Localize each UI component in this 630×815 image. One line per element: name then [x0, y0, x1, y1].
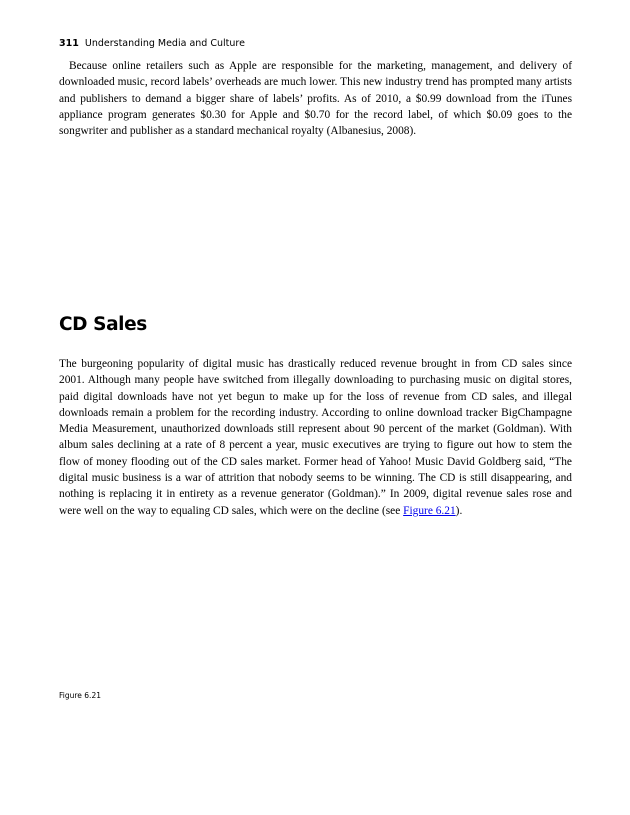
paragraph-cd-sales — [59, 356, 572, 519]
figure-6-21-link[interactable]: Figure 6.21 — [403, 504, 456, 517]
figure-caption: Figure 6.21 — [59, 691, 101, 700]
paragraph-text-after-link: ). — [455, 504, 463, 517]
page-number: 311 — [59, 38, 79, 49]
section-heading-cd-sales: CD Sales — [59, 314, 147, 335]
book-title: Understanding Media and Culture — [84, 38, 245, 49]
running-header — [59, 38, 245, 49]
paragraph-online-retailers: Because online retailers such as Apple are responsible for the marketing, management, and delivery of downloaded music, record labels’ overheads are much lower. This new industry trend has prompted many artists and publishers to demand a bigger share of labels’ profits. As of 2010, a $0.99 download from the iTunes appliance program generates $0.30 for Apple and $0.70 for the record label, of which $0.09 goes to the songwriter and publisher as a standard mechanical royalty (Albanesius, 2008). — [59, 60, 572, 138]
paragraph-text-before-link: The burgeoning popularity of digital music has drastically reduced revenue brought in from CD sales since 2001. Although many people have switched from illegally downloading to purchasing music on digital stores, paid digital downloads have not yet begun to make up for the loss of revenue from CD sales, and illegal downloads remain a problem for the recording industry. According to online download tracker BigChampagne Media Measurement, unauthorized downloads still represent about 90 percent of the market (Goldman). With album sales declining at a rate of 8 percent a year, music executives are trying to figure out how to stem the flow of money flooding out of the CD sales market. Former head of Yahoo! Music David Goldberg said, “The digital music business is a war of attrition that nobody seems to be winning. The CD is still disappearing, and nothing is replacing it in entirety as a revenue generator (Goldman).” In 2009, digital revenue sales rose and were well on the way to equaling CD sales, which were on the decline (see — [59, 358, 572, 517]
